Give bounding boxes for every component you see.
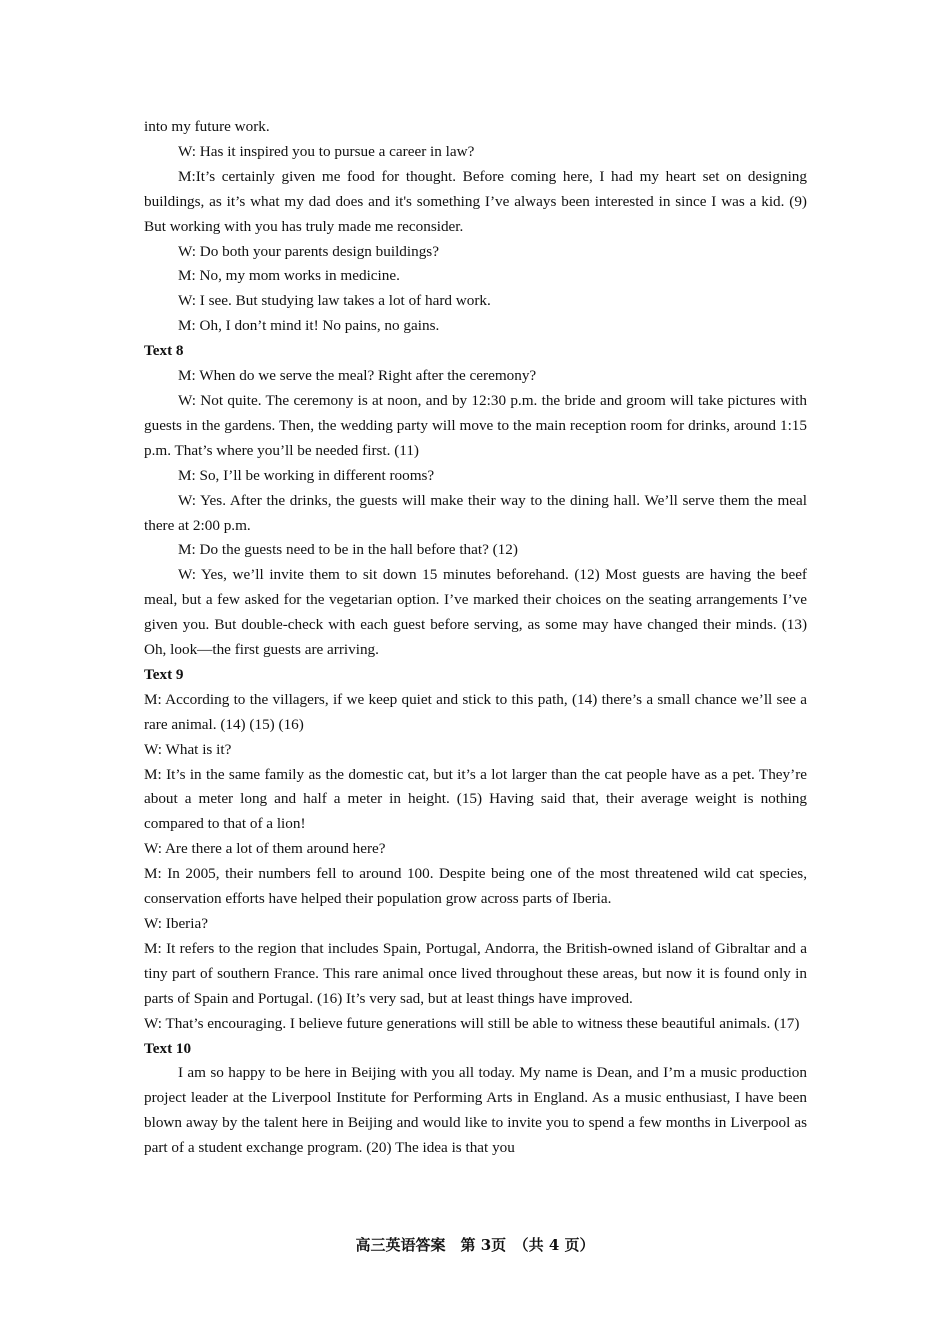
transcript-paragraph: W: Yes. After the drinks, the guests will make their way to the dining hall. We’ll serve them the meal there at 2:00 p.m. xyxy=(144,491,807,534)
transcript-paragraph: M:It’s certainly given me food for thought. Before coming here, I had my heart set on designing buildings, as it’s what my dad does and it's something I’ve always been interested in since I was a kid. (9) But working with you has truly made me reconsider. xyxy=(144,167,807,235)
transcript-paragraph: W: Do both your parents design buildings? xyxy=(178,242,439,260)
transcript-paragraph: W: Not quite. The ceremony is at noon, and by 12:30 p.m. the bride and groom will take pictures with guests in the gardens. Then, the wedding party will move to the main reception room for drinks, around 1:15 p.m. That’s where you’ll be needed first. (11) xyxy=(144,391,807,459)
transcript-paragraph: M: It’s in the same family as the domestic cat, but it’s a lot larger than the cat people have as a pet. They’re about a meter long and half a meter in height. (15) Having said that, their average weight is nothing compared to that of a lion! xyxy=(144,765,807,833)
transcript-paragraph: M: Do the guests need to be in the hall before that? (12) xyxy=(178,541,518,559)
transcript-paragraph: M: So, I’ll be working in different rooms? xyxy=(178,466,435,484)
transcript-paragraph: M: According to the villagers, if we keep quiet and stick to this path, (14) there’s a small chance we’ll see a rare animal. (14) (15) (16) xyxy=(144,690,807,733)
transcript-paragraph: W: That’s encouraging. I believe future generations will still be able to witness these beautiful animals. (17) xyxy=(144,1014,800,1032)
transcript-paragraph: into my future work. xyxy=(144,118,270,135)
page-footer: 高三英语答案 第 3页 （共 4 页） xyxy=(355,1236,595,1254)
transcript-paragraph: M: Oh, I don’t mind it! No pains, no gains. xyxy=(178,317,440,335)
transcript-paragraph: W: Yes, we’ll invite them to sit down 15 minutes beforehand. (12) Most guests are having the beef meal, but a few asked for the vegetarian option. I’ve marked their choices on the seating arrangements I’ve given you. But double-check with each guest before serving, as some may have changed their minds. (13) Oh, look—the first guests are arriving. xyxy=(144,566,807,659)
transcript-paragraph: M: In 2005, their numbers fell to around 100. Despite being one of the most threatened wild cat species, conservation efforts have helped their population grow across parts of Iberia. xyxy=(144,865,807,908)
answer-key-body xyxy=(144,115,807,1161)
transcript-paragraph: W: Iberia? xyxy=(144,915,208,932)
transcript-paragraph: W: I see. But studying law takes a lot of hard work. xyxy=(178,292,491,310)
transcript-paragraph: M: No, my mom works in medicine. xyxy=(178,267,400,285)
transcript-paragraph: W: What is it? xyxy=(144,740,232,758)
transcript-paragraph: W: Are there a lot of them around here? xyxy=(144,840,386,858)
transcript-paragraph: M: It refers to the region that includes Spain, Portugal, Andorra, the British-owned island of Gibraltar and a tiny part of southern France. This rare animal once lived throughout these areas, but now it is found only in parts of Spain and Portugal. (16) It’s very sad, but at least things have improved. xyxy=(144,939,807,1007)
transcript-paragraph: M: When do we serve the meal? Right after the ceremony? xyxy=(178,367,537,385)
section-heading: Text 9 xyxy=(144,665,184,683)
section-heading: Text 8 xyxy=(144,342,184,360)
transcript-paragraph: I am so happy to be here in Beijing with you all today. My name is Dean, and I’m a music production project leader at the Liverpool Institute for Performing Arts in England. As a music enthusiast, I have been blown away by the talent here in Beijing and would like to invite you to spend a few months in Liverpool as part of a student exchange program. (20) The idea is that you xyxy=(144,1064,807,1157)
transcript-paragraph: W: Has it inspired you to pursue a career in law? xyxy=(178,142,475,160)
section-heading: Text 10 xyxy=(144,1039,192,1057)
